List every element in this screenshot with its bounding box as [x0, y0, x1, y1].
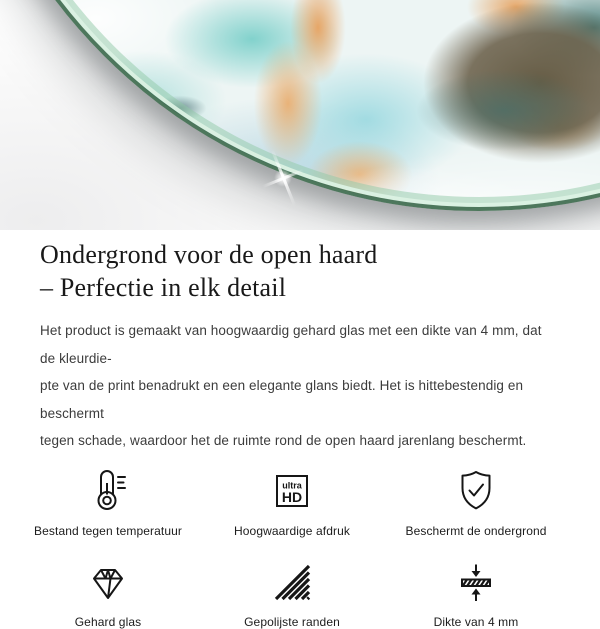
ultra-hd-text-top: ultra — [282, 480, 302, 490]
description-line: tegen schade, waardoor het de ruimte rond de open haard jarenlang beschermt. — [40, 433, 527, 448]
diamond-icon — [84, 558, 132, 606]
thickness-arrows-icon — [452, 558, 500, 606]
description-line: Het product is gemaakt van hoogwaardig gehard glas met een dikte van 4 mm, dat de kleurdie- — [40, 323, 542, 366]
section-description — [40, 317, 560, 455]
feature-temperature — [16, 467, 200, 538]
feature-polished-edges — [200, 558, 384, 629]
feature-thickness — [384, 558, 568, 629]
feature-label: Beschermt de ondergrond — [405, 523, 547, 538]
feature-label: Bestand tegen temperatuur — [34, 523, 182, 538]
feature-label: Gepolijste randen — [244, 614, 340, 629]
product-description-section — [0, 230, 600, 455]
feature-label: Gehard glas — [74, 614, 142, 629]
title-line-2: – Perfectie in elk detail — [40, 273, 287, 302]
features-grid — [16, 467, 568, 629]
ultra-hd-text-bottom: HD — [281, 488, 303, 505]
shield-check-icon — [452, 467, 500, 515]
ultra-hd-icon — [268, 467, 316, 515]
feature-protection — [384, 467, 568, 538]
polished-edges-icon — [268, 558, 316, 606]
hero-product-image — [0, 0, 600, 230]
feature-print-quality — [200, 467, 384, 538]
title-line-1: Ondergrond voor de open haard — [40, 240, 378, 269]
section-title — [40, 238, 560, 304]
description-line: pte van de print benadrukt en een elegante glans biedt. Het is hittebestendig en beschermt — [40, 378, 524, 421]
feature-tempered-glass — [16, 558, 200, 629]
thermometer-icon — [84, 467, 132, 515]
sparkle-core — [274, 169, 292, 187]
feature-label: Hoogwaardige afdruk — [234, 523, 350, 538]
feature-label: Dikte van 4 mm — [433, 614, 519, 629]
glass-disc-edge — [0, 0, 600, 211]
